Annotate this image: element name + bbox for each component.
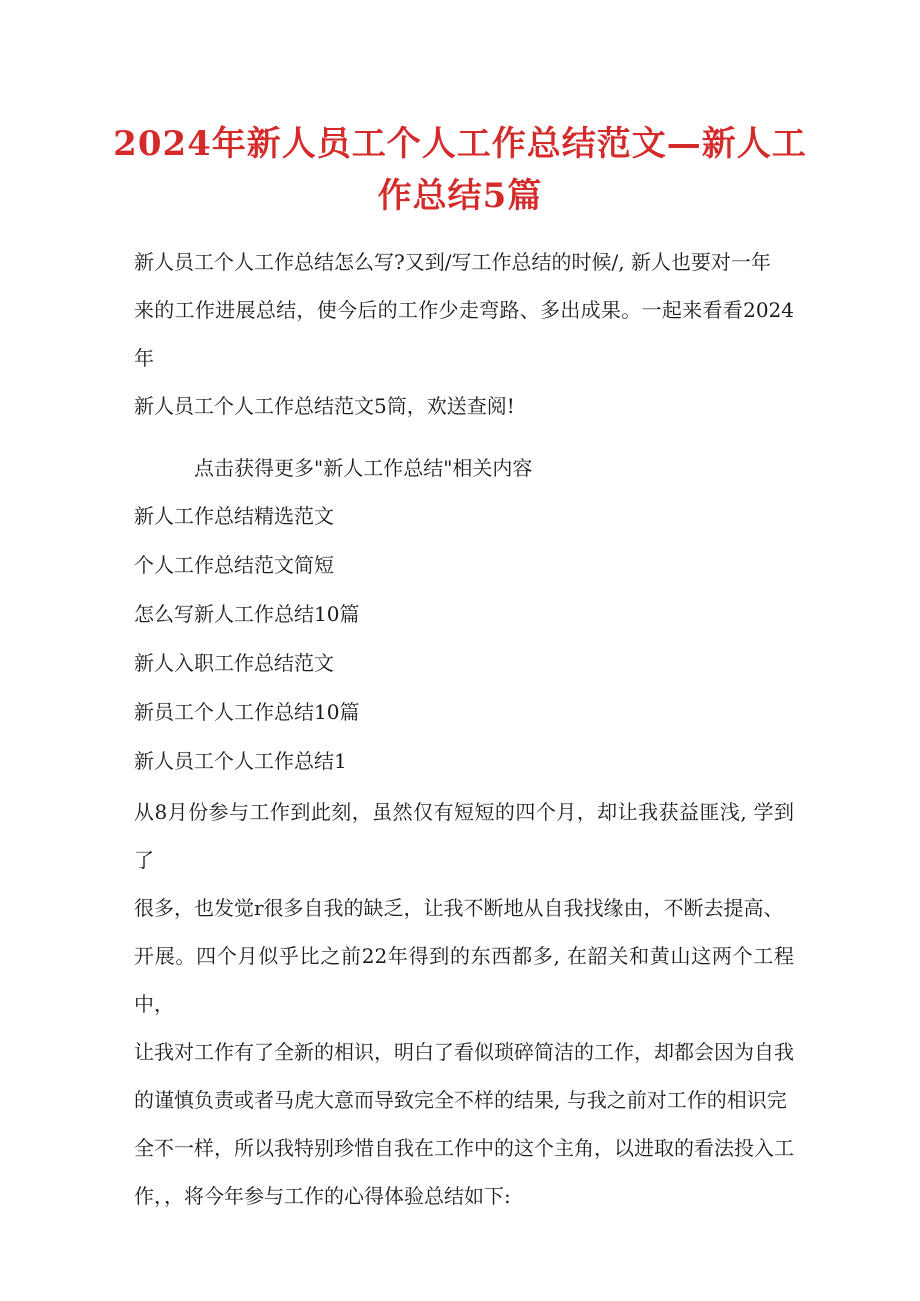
section-heading: 新人员工个人工作总结1 — [134, 749, 347, 773]
body-line: 作，，将今年参与工作的心得体验总结如下: — [134, 1184, 511, 1208]
related-link[interactable]: 怎么写新人工作总结10篇 — [134, 602, 360, 626]
intro-paragraph — [134, 238, 794, 430]
body-line: 从8月份参与工作到此刻，虽然仅有短短的四个月，却让我获益匪浅, 学到了 — [134, 800, 794, 872]
related-link[interactable]: 个人工作总结范文简短 — [134, 553, 334, 577]
related-link[interactable]: 新人入职工作总结范文 — [134, 651, 334, 675]
body-line: 让我对工作有了全新的相识，明白了看似琐碎简洁的工作，却都会因为自我 — [134, 1040, 794, 1064]
body-line: 开展。四个月似乎比之前22年得到的东西都多, 在韶关和黄山这两个工程中， — [134, 944, 794, 1016]
intro-line: 来的工作进展总结，使今后的工作少走弯路、多出成果。一起来看看2024年 — [134, 298, 794, 370]
body-line: 的谨慎负责或者马虎大意而导致完全不样的结果, 与我之前对工作的相识完 — [134, 1088, 787, 1112]
body-line: 全不一样，所以我特别珍惜自我在工作中的这个主角，以进取的看法投入工 — [134, 1136, 794, 1160]
related-link[interactable]: 新人工作总结精选范文 — [134, 504, 334, 528]
related-content-header: 点击获得更多"新人工作总结"相关内容 — [194, 456, 533, 480]
related-links-list — [134, 496, 359, 790]
intro-line: 新人员工个人工作总结范文5筒，欢送查阅! — [134, 394, 515, 418]
related-link[interactable]: 新员工个人工作总结10篇 — [134, 700, 360, 724]
intro-line: 新人员工个人工作总结怎么写?又到/写工作总结的时候/, 新人也要对一年 — [134, 250, 771, 274]
document-title — [100, 118, 820, 222]
body-line: 很多，也发觉r很多自我的缺乏，让我不断地从自我找缘由，不断去提高、 — [134, 896, 784, 920]
body-paragraph — [134, 788, 794, 1220]
title-line-2: 作总结5篇 — [377, 176, 543, 216]
title-line-1: 2024年新人员工个人工作总结范文—新人工 — [113, 124, 807, 164]
